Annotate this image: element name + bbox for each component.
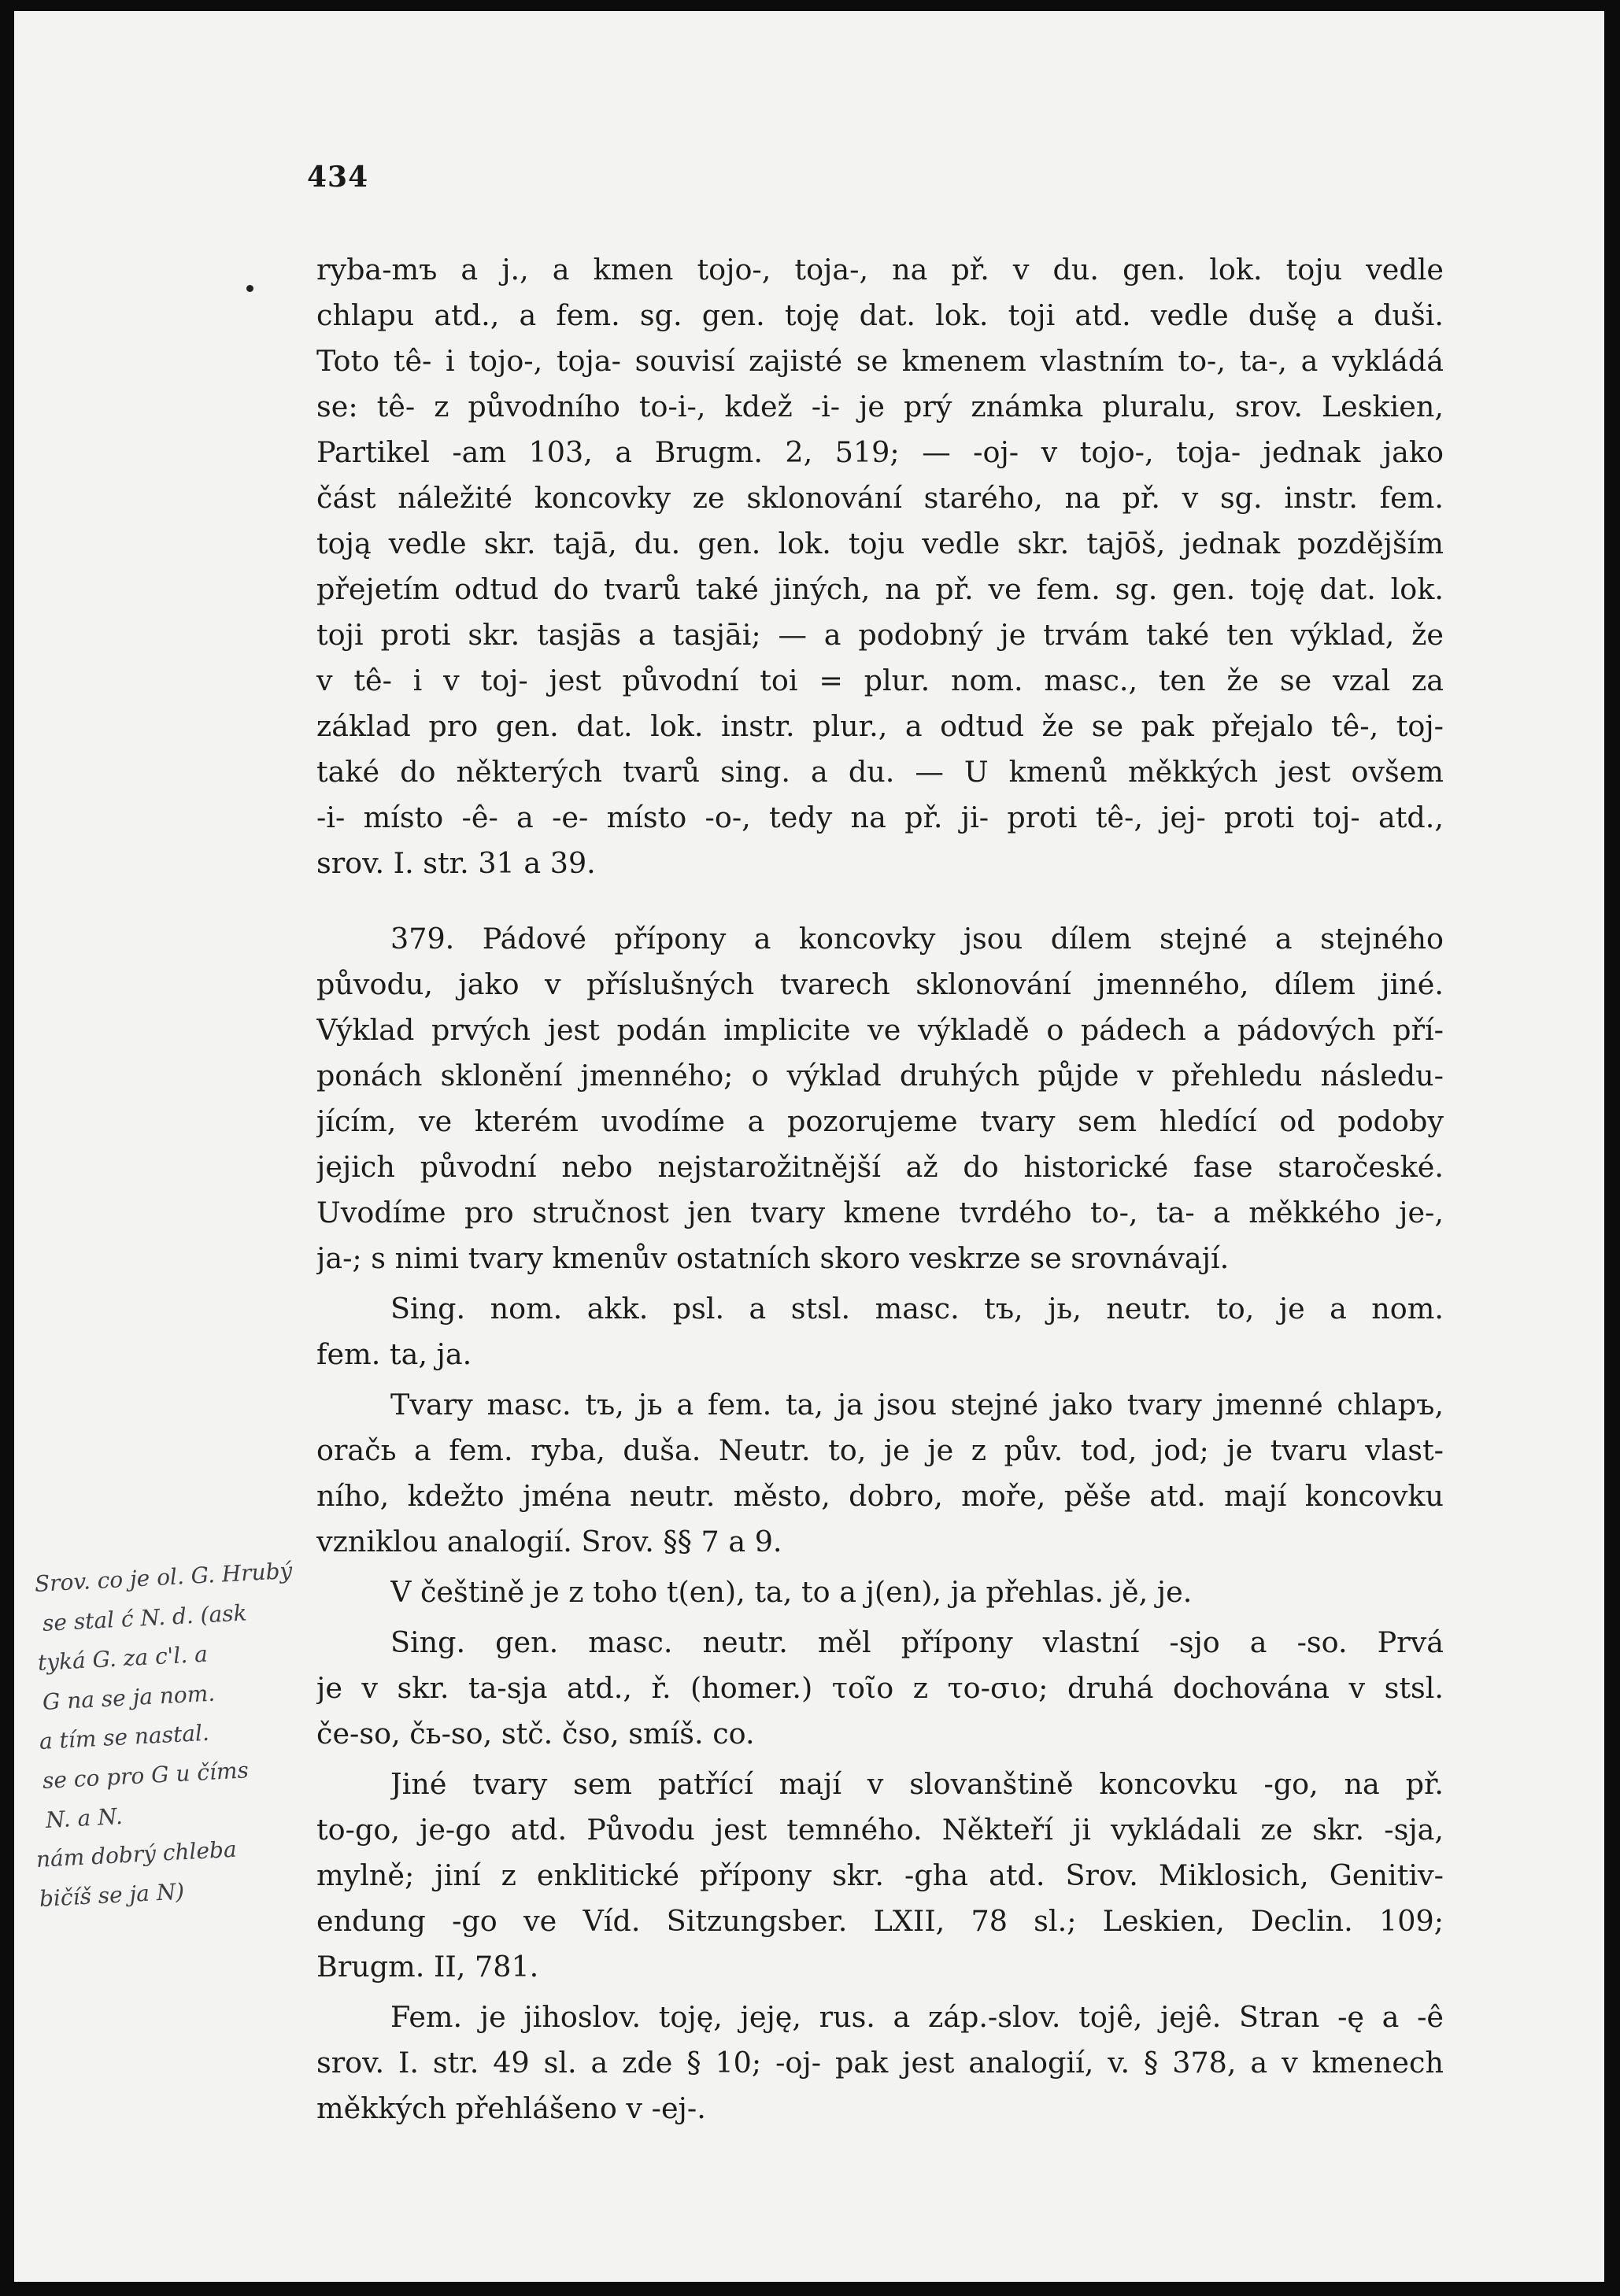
text-line: toji proti skr. tasjās a tasjāi; — a podobný je trvám také ten výklad, že [316,618,1444,652]
text-line: srov. I. str. 31 a 39. [316,846,596,880]
text-line: -i- místo -ê- a -e- místo -o-, tedy na př. ji- proti tê-, jej- proti toj- atd., [316,800,1444,834]
text-line: V češtině je z toho t(en), ta, to a j(en), ja přehlas. jě, je. [390,1575,1193,1609]
text-line: srov. I. str. 49 sl. a zde § 10; -oj- pak jest analogií, v. § 378, a v kmenech [316,2046,1444,2080]
margin-note: se co pro G u číms [42,1757,250,1794]
text-line: Tvary masc. tъ, jь a fem. ta, ja jsou stejné jako tvary jmenné chlapъ, [390,1388,1444,1422]
text-line: základ pro gen. dat. lok. instr. plur., a odtud že se pak přejalo tê-, toj- [316,709,1444,743]
text-line: Sing. nom. akk. psl. a stsl. masc. tъ, jь, neutr. to, je a nom. [390,1292,1444,1325]
section-start-line: 379. Pádové přípony a koncovky jsou dílem stejné a stejného [390,922,1444,956]
text-line: Fem. je jihoslov. toję, jeję, rus. a záp.-slov. tojê, jejê. Stran -ę a -ê [390,2000,1444,2034]
text-line: přejetím odtud do tvarů také jiných, na př. ve fem. sg. gen. toję dat. lok. [316,572,1444,606]
text-line: chlapu atd., a fem. sg. gen. toję dat. lok. toji atd. vedle dušę a duši. [316,298,1444,332]
text-line: v tê- i v toj- jest původní toi = plur. nom. masc., ten že se vzal za [316,664,1444,697]
text-line: je v skr. ta-sja atd., ř. (homer.) τοῖο z το-σιο; druhá dochována v stsl. [316,1671,1444,1705]
book-page [14,11,1604,2282]
text-line: Jiné tvary sem patřící mají v slovanštině koncovku -go, na př. [390,1767,1444,1801]
text-line: to-go, je-go atd. Původu jest temného. Někteří ji vykládali ze skr. -sja, [316,1813,1444,1847]
margin-note: a tím se nastal. [39,1719,210,1754]
text-line: Sing. gen. masc. neutr. měl přípony vlastní -sjo a -so. Prvá [390,1625,1444,1659]
text-line: oračь a fem. ryba, duša. Neutr. to, je je z pův. tod, jod; je tvaru vlast- [316,1433,1444,1467]
text-line: jícím, ve kterém uvodíme a pozorujeme tvary sem hledící od podoby [316,1104,1444,1138]
text-line: toją vedle skr. tajā, du. gen. lok. toju vedle skr. tajōš, jednak pozdějším [316,527,1444,560]
text-line: Brugm. II, 781. [316,1950,539,1984]
text-line: ního, kdežto jména neutr. město, dobro, moře, pěše atd. mají koncovku [316,1479,1444,1513]
text-line: jejich původní nebo nejstarožitnější až do historické fase staročeské. [316,1150,1444,1184]
text-line: Partikel -am 103, a Brugm. 2, 519; — -oj- v tojo-, toja- jednak jako [316,435,1444,469]
text-line: měkkých přehlášeno v -ej-. [316,2091,706,2125]
page-number: 434 [307,161,369,194]
text-line: část náležité koncovky ze sklonování starého, na př. v sg. instr. fem. [316,481,1444,515]
text-line: se: tê- z původního to-i-, kdež -i- je prý známka pluralu, srov. Leskien, [316,390,1444,423]
text-line: Výklad prvých jest podán implicite ve výkladě o pádech a pádových pří- [316,1013,1444,1047]
margin-note: bičíš se ja N) [39,1878,185,1912]
margin-note: N. a N. [45,1802,124,1833]
text-line: če-so, čь-so, stč. čso, smíš. co. [316,1717,755,1751]
text-line: Uvodíme pro stručnost jen tvary kmene tvrdého to-, ta- a měkkého je-, [316,1196,1444,1229]
margin-note: G na se ja nom. [42,1680,216,1715]
margin-note: Srov. co je ol. G. Hrubý [34,1557,294,1597]
text-line: ryba-mъ a j., a kmen tojo-, toja-, na př. v du. gen. lok. toju vedle [316,253,1444,287]
margin-note: tyká G. za c'l. a [37,1640,209,1676]
margin-note: nám dobrý chleba [35,1836,238,1873]
text-line: endung -go ve Víd. Sitzungsber. LXII, 78 sl.; Leskien, Declin. 109; [316,1904,1444,1938]
ink-dot [246,285,253,292]
text-line: ja-; s nimi tvary kmenův ostatních skoro veskrze se srovnávají. [316,1241,1230,1275]
margin-note: se stal ć N. d. (ask [42,1599,248,1636]
text-line: ponách sklonění jmenného; o výklad druhých půjde v přehledu následu- [316,1059,1444,1093]
text-line: Toto tê- i tojo-, toja- souvisí zajisté se kmenem vlastním to-, ta-, a vykládá [316,344,1444,378]
text-line: mylně; jiní z enklitické přípony skr. -gha atd. Srov. Miklosich, Genitiv- [316,1858,1444,1892]
text-line: původu, jako v příslušných tvarech sklonování jmenného, dílem jiné. [316,967,1444,1001]
text-line: také do některých tvarů sing. a du. — U kmenů měkkých jest ovšem [316,755,1444,789]
text-line: fem. ta, ja. [316,1337,472,1371]
text-line: vzniklou analogií. Srov. §§ 7 a 9. [316,1525,782,1558]
